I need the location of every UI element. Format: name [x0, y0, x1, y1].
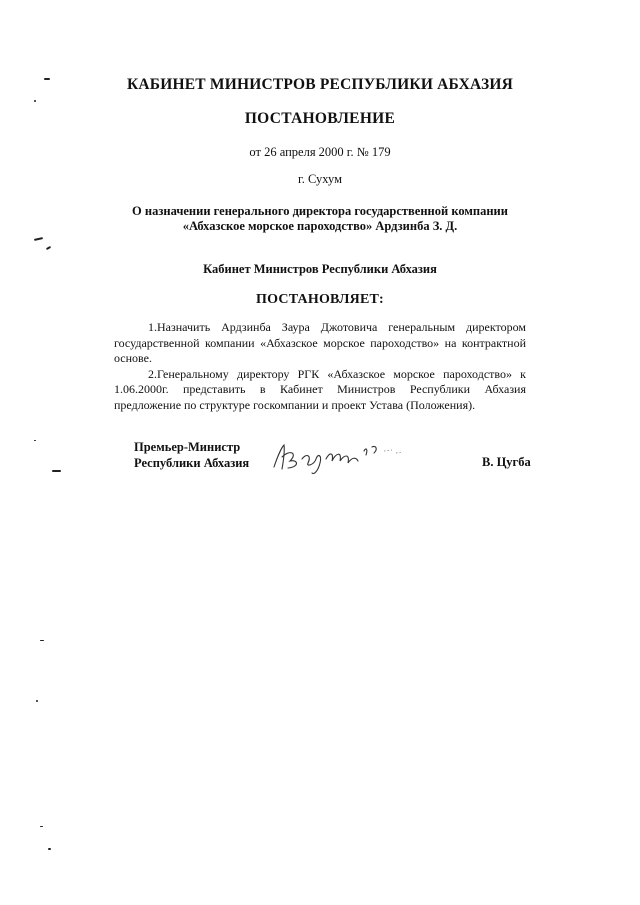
clause-1: 1.Назначить Ардзинба Заура Джотовича генеральным директором государственной компании «Абхазское морское пароходство» на контрактной основе.: [114, 320, 526, 365]
city: г. Сухум: [297, 172, 342, 186]
signatory-position-line-1: Премьер-Министр: [134, 440, 241, 454]
clause-2: 2.Генеральному директору РГК «Абхазское морское пароходство» к 1.06.2000г. представить в Кабинет Министров Республики Абхазия предложение по структуре госкомпании и проект Устава (Положения).: [114, 366, 526, 412]
scan-mark: [44, 78, 50, 80]
organization-title: КАБИНЕТ МИНИСТРОВ РЕСПУБЛИКИ АБХАЗИЯ: [126, 76, 514, 93]
scan-mark: [34, 100, 36, 102]
signatory-position: [134, 439, 249, 471]
subject-line-2: «Абхазское морское пароходство» Ардзинба З. Д.: [182, 219, 458, 233]
date-and-number: от 26 апреля 2000 г. № 179: [249, 145, 391, 159]
signatory-position-line-2: Республики Абхазия: [134, 456, 250, 470]
subject-heading: [0, 204, 640, 234]
resolution-body: [114, 320, 526, 413]
scan-mark: [34, 237, 43, 241]
scan-mark: [46, 246, 51, 250]
scan-mark: [40, 826, 43, 827]
document-type: ПОСТАНОВЛЕНИЕ: [244, 110, 396, 127]
handwritten-signature: [268, 437, 408, 477]
resolves-heading: ПОСТАНОВЛЯЕТ:: [256, 292, 384, 307]
subject-line-1: О назначении генерального директора государственной компании: [132, 204, 508, 218]
scan-mark: [48, 848, 51, 850]
scan-mark: [40, 640, 44, 641]
signatory-name: В. Цугба: [482, 455, 531, 469]
issuing-body: Кабинет Министров Республики Абхазия: [203, 262, 437, 276]
scan-mark: [36, 700, 38, 702]
scan-mark: [52, 470, 61, 472]
scan-mark: [34, 440, 36, 441]
